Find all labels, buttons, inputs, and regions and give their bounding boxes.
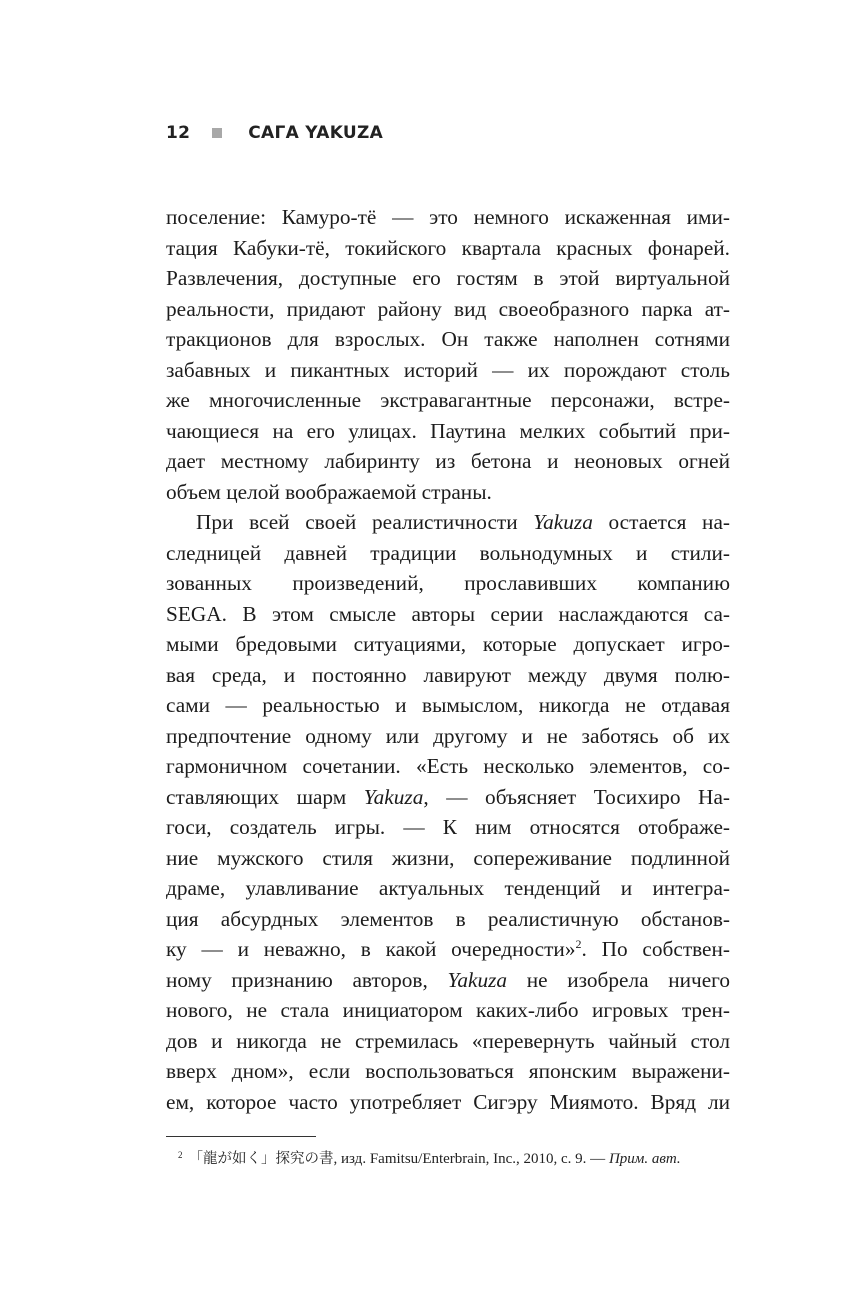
footnote-divider — [166, 1136, 316, 1137]
paragraph-2 — [166, 507, 730, 1117]
text-line: ние мужского стиля жизни, сопереживание подлинной — [166, 845, 730, 870]
italic-title: Yakuza — [363, 784, 424, 809]
footnote — [178, 1148, 738, 1170]
text-line: SEGA. В этом смысле авторы серии наслаждаются са- — [166, 601, 730, 626]
italic-title: Yakuza — [533, 510, 593, 534]
text-line: следницей давней традиции вольнодумных и стили- — [166, 540, 730, 565]
text-line — [166, 782, 730, 813]
text-line: зованных произведений, прославивших компанию — [166, 571, 730, 595]
running-header — [166, 120, 383, 146]
text-segment: . По собствен- — [581, 937, 730, 961]
text-line: сами — реальностью и вымыслом, никогда не отдавая — [166, 693, 730, 717]
text-segment: , — объясняет Тосихиро На- — [423, 784, 730, 809]
text-line: предпочтение одному или другому и не заботясь об их — [166, 723, 730, 748]
text-segment: При всей своей реалистичности — [196, 510, 534, 534]
text-line: забавных и пикантных историй — их порождают столь — [166, 357, 730, 382]
text-line: тация Кабуки-тё, токийского квартала красных фонарей. — [166, 235, 730, 260]
text-line: объем целой воображаемой страны. — [166, 479, 492, 504]
footnote-number: 2 — [178, 1150, 183, 1160]
text-segment: ставляющих шарм — [166, 784, 364, 809]
text-line — [166, 934, 730, 965]
text-line: гармоничном сочетании. «Есть несколько элементов, со- — [166, 754, 730, 778]
paragraph-1 — [166, 202, 730, 507]
text-line: реальности, придают району вид своеобразного парка ат- — [166, 296, 730, 321]
text-segment: ку — и неважно, в какой очередности» — [166, 937, 576, 961]
text-line — [166, 965, 730, 996]
text-line: мыми бредовыми ситуациями, которые допускает игро- — [166, 632, 730, 656]
footnote-ref[interactable]: 2 — [575, 937, 582, 951]
text-line: госи, создатель игры. — К ним относятся отображе- — [166, 815, 730, 839]
text-line: вая среда, и постоянно лавируют между двумя полю- — [166, 662, 730, 687]
text-line: Развлечения, доступные его гостям в этой виртуальной — [166, 266, 730, 290]
text-line: же многочисленные экстравагантные персонажи, встре- — [166, 388, 730, 412]
text-line: драме, улавливание актуальных тенденций и интегра- — [166, 876, 730, 900]
footnote-text: , изд. Famitsu/Enterbrain, Inc., 2010, с. 9. — — [333, 1151, 609, 1167]
text-line: ем, которое часто употребляет Сигэру Миямото. Вряд ли — [166, 1089, 730, 1114]
text-line: нового, не стала инициатором каких-либо игровых трен- — [166, 998, 730, 1022]
text-line: чающиеся на его улицах. Паутина мелких событий при- — [166, 418, 730, 443]
text-line: дает местному лабиринту из бетона и неоновых огней — [166, 449, 730, 473]
text-line: тракционов для взрослых. Он также наполнен сотнями — [166, 327, 730, 351]
text-segment: ному признанию авторов, — [166, 967, 448, 992]
text-line: вверх дном», если воспользоваться японским выражени- — [166, 1059, 730, 1083]
text-segment: не изобрела ничего — [507, 967, 731, 992]
text-line: поселение: Камуро-тё — это немного искаженная ими- — [166, 205, 730, 229]
text-segment: остается на- — [592, 510, 730, 534]
square-bullet-icon — [212, 128, 222, 138]
running-title: САГА YAKUZA — [248, 123, 384, 143]
page-number: 12 — [166, 123, 191, 143]
italic-title: Yakuza — [447, 967, 508, 992]
footnote-note: Прим. авт. — [608, 1151, 681, 1167]
text-line: ция абсурдных элементов в реалистичную обстанов- — [166, 906, 730, 931]
body-text — [166, 202, 730, 1117]
text-line — [166, 507, 730, 538]
text-line: дов и никогда не стремилась «перевернуть чайный стол — [166, 1028, 730, 1053]
footnote-jp-title: 「龍が如く」探究の書 — [188, 1151, 334, 1167]
